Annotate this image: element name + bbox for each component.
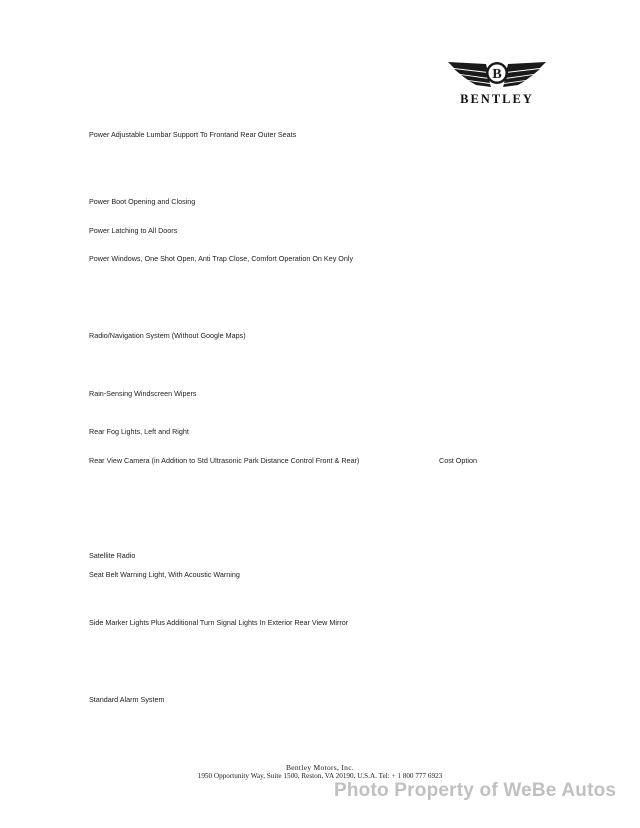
list-item: Rear View Camera (in Addition to Std Ultrasonic Park Distance Control Front & Rear)	[89, 456, 360, 465]
logo-wordmark: BENTLEY	[460, 92, 534, 106]
watermark: Photo Property of WeBe Autos	[334, 780, 617, 801]
list-item: Seat Belt Warning Light, With Acoustic Warning	[89, 570, 240, 579]
list-item: Power Boot Opening and Closing	[89, 197, 196, 206]
list-item: Standard Alarm System	[89, 695, 165, 704]
bentley-logo	[446, 56, 548, 110]
list-item: Rain-Sensing Windscreen Wipers	[89, 389, 197, 398]
list-item: Satellite Radio	[89, 551, 136, 560]
list-item: Rear Fog Lights, Left and Right	[89, 427, 189, 436]
list-item: Power Windows, One Shot Open, Anti Trap Close, Comfort Operation On Key Only	[89, 254, 354, 263]
bentley-wings-icon	[446, 56, 548, 92]
footer-company: Bentley Motors, Inc.	[285, 763, 355, 772]
list-item: Side Marker Lights Plus Additional Turn Signal Lights In Exterior Rear View Mirror	[89, 618, 349, 627]
list-item: Radio/Navigation System (Without Google Maps)	[89, 331, 246, 340]
cost-option-label: Cost Option	[439, 456, 477, 465]
logo-badge-letter: B	[492, 67, 502, 82]
footer-address: 1950 Opportunity Way, Suite 1500, Reston, VA 20190, U.S.A. Tel: + 1 800 777 6923	[197, 772, 443, 780]
list-item: Power Adjustable Lumbar Support To Frontand Rear Outer Seats	[89, 130, 297, 139]
list-item: Power Latching to All Doors	[89, 226, 178, 235]
